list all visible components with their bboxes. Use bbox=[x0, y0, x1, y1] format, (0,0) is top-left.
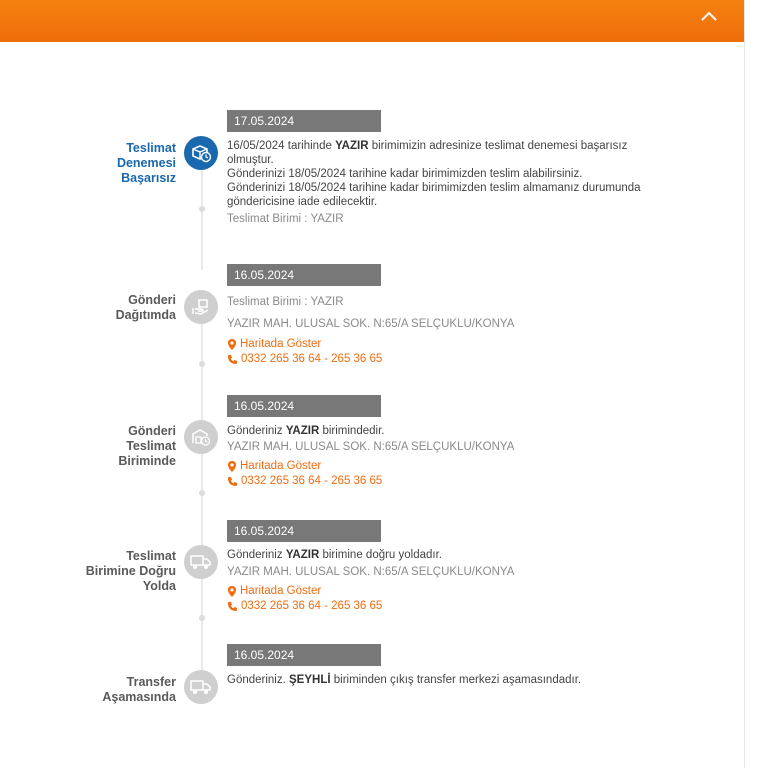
status-label: Gönderi Dağıtımda bbox=[115, 293, 176, 322]
entry-detail: Gönderiniz YAZIR birimindedir. YAZIR MAH. ULUSAL SOK. N:65/A SELÇUKLU/KONYA Haritada Göster 0332 265 36 64 - 265 36 65 bbox=[227, 424, 667, 488]
phone-icon bbox=[227, 354, 238, 365]
delivery-unit: Teslimat Birimi : YAZIR bbox=[227, 296, 344, 308]
status-icon-badge bbox=[184, 545, 218, 579]
unit-address: YAZIR MAH. ULUSAL SOK. N:65/A SELÇUKLU/KONYA bbox=[227, 566, 515, 578]
timeline-dot bbox=[199, 490, 205, 496]
show-on-map-link[interactable]: Haritada Göster bbox=[227, 584, 667, 598]
status-label: Teslimat Denemesi Başarısız bbox=[116, 141, 176, 185]
unit-address: YAZIR MAH. ULUSAL SOK. N:65/A SELÇUKLU/KONYA bbox=[227, 318, 515, 330]
timeline-line bbox=[201, 170, 203, 270]
date-badge: 16.05.2024 bbox=[227, 264, 381, 286]
status-label: Teslimat Birimine Doğru Yolda bbox=[85, 549, 176, 593]
scrollbar-track[interactable] bbox=[744, 0, 768, 768]
phone-icon bbox=[227, 476, 238, 487]
truck-icon bbox=[190, 553, 212, 571]
date-badge: 16.05.2024 bbox=[227, 644, 381, 666]
entry-detail: Gönderiniz YAZIR birimine doğru yoldadır. YAZIR MAH. ULUSAL SOK. N:65/A SELÇUKLU/KONYA Haritada Göster 0332 265 36 64 - 265 36 65 bbox=[227, 548, 667, 613]
date-badge: 16.05.2024 bbox=[227, 395, 381, 417]
phone-icon bbox=[227, 601, 238, 612]
status-label: Gönderi Teslimat Biriminde bbox=[118, 424, 176, 468]
status-icon-badge bbox=[184, 420, 218, 454]
entry-detail: 16/05/2024 tarihinde YAZIR birimimizin adresinize teslimat denemesi başarısız olmuştur. Gönderinizi 18/05/2024 tarihine kadar birimimizden teslim alabilirsiniz. Gönderinizi 18/05/2024 tarihine kadar birimimizden teslim almamanız durumunda göndericisine iade edilecektir. Teslimat Birimi : YAZIR bbox=[227, 139, 667, 226]
timeline-dot bbox=[199, 361, 205, 367]
status-label: Transfer Aşamasında bbox=[102, 675, 176, 704]
phone-link[interactable]: 0332 265 36 64 - 265 36 65 bbox=[227, 352, 667, 366]
map-pin-icon bbox=[227, 338, 237, 351]
truck-icon bbox=[190, 678, 212, 696]
timeline-line bbox=[201, 578, 203, 676]
building-clock-icon bbox=[191, 427, 211, 447]
timeline-dot bbox=[199, 206, 205, 212]
unit-address: YAZIR MAH. ULUSAL SOK. N:65/A SELÇUKLU/KONYA bbox=[227, 441, 515, 453]
phone-link[interactable]: 0332 265 36 64 - 265 36 65 bbox=[227, 474, 667, 488]
timeline-line bbox=[201, 454, 203, 552]
delivery-unit: Teslimat Birimi : YAZIR bbox=[227, 213, 344, 225]
status-icon-badge bbox=[184, 136, 218, 170]
date-badge: 16.05.2024 bbox=[227, 520, 381, 542]
entry-detail bbox=[227, 295, 667, 366]
package-clock-icon bbox=[190, 142, 212, 164]
map-pin-icon bbox=[227, 460, 237, 473]
entry-detail: Gönderiniz. ŞEYHLİ biriminden çıkış transfer merkezi aşamasındadır. bbox=[227, 674, 582, 686]
status-icon-badge bbox=[184, 670, 218, 704]
date-badge: 17.05.2024 bbox=[227, 110, 381, 132]
timeline-line bbox=[201, 324, 203, 426]
timeline-dot bbox=[199, 615, 205, 621]
show-on-map-link[interactable]: Haritada Göster bbox=[227, 337, 667, 351]
phone-link[interactable]: 0332 265 36 64 - 265 36 65 bbox=[227, 599, 667, 613]
map-pin-icon bbox=[227, 585, 237, 598]
show-on-map-link[interactable]: Haritada Göster bbox=[227, 459, 667, 473]
status-icon-badge bbox=[184, 290, 218, 324]
package-hand-icon bbox=[191, 297, 211, 317]
